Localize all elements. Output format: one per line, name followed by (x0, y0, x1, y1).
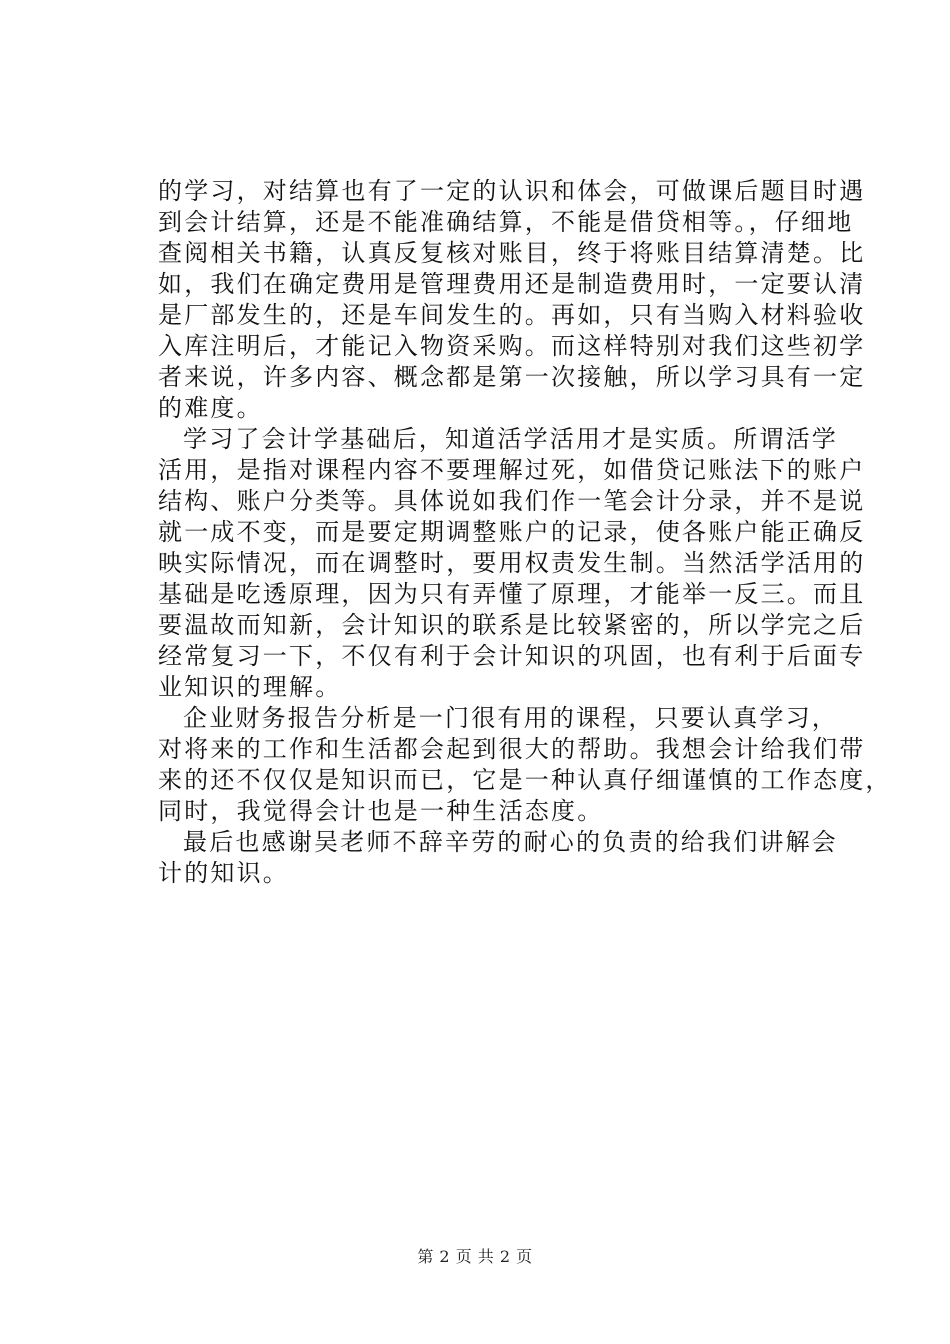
text-line: 的难度。 (158, 394, 263, 422)
text-line: 就一成不变，而是要定期调整账户的记录，使各账户能正确反 (158, 518, 866, 546)
text-line: 结构、账户分类等。具体说如我们作一笔会计分录，并不是说 (158, 487, 866, 515)
text-line: 基础是吃透原理，因为只有弄懂了原理，才能举一反三。而且 (158, 580, 866, 608)
page-number-label: 第 2 页 共 2 页 (417, 1247, 533, 1266)
paragraph-start-line: 学习了会计学基础后，知道活学活用才是实质。所谓活学 (183, 425, 838, 453)
text-line: 对将来的工作和生活都会起到很大的帮助。我想会计给我们带 (158, 735, 866, 763)
paragraph-start-line: 企业财务报告分析是一门很有用的课程，只要认真学习， (183, 704, 838, 732)
text-line: 映实际情况，而在调整时，要用权责发生制。当然活学活用的 (158, 549, 866, 577)
text-line: 入库注明后，才能记入物资采购。而这样特别对我们这些初学 (158, 332, 866, 360)
text-line: 要温故而知新，会计知识的联系是比较紧密的，所以学完之后 (158, 611, 866, 639)
text-line: 的学习，对结算也有了一定的认识和体会，可做课后题目时遇 (158, 177, 866, 205)
text-line: 业知识的理解。 (158, 673, 342, 701)
text-line: 查阅相关书籍，认真反复核对账目，终于将账目结算清楚。比 (158, 239, 866, 267)
text-line: 来的还不仅仅是知识而已，它是一种认真仔细谨慎的工作态度， (158, 766, 892, 794)
text-line: 到会计结算，还是不能准确结算，不能是借贷相等。，仔细地 (158, 208, 854, 236)
text-line: 是厂部发生的，还是车间发生的。再如，只有当购入材料验收 (158, 301, 866, 329)
text-line: 如，我们在确定费用是管理费用还是制造费用时，一定要认清 (158, 270, 866, 298)
text-line: 经常复习一下，不仅有利于会计知识的巩固，也有利于后面专 (158, 642, 866, 670)
text-line: 同时，我觉得会计也是一种生活态度。 (158, 797, 604, 825)
page-footer (0, 1244, 950, 1267)
paragraph-start-line: 最后也感谢吴老师不辞辛劳的耐心的负责的给我们讲解会 (183, 828, 838, 856)
text-line: 者来说，许多内容、概念都是第一次接触，所以学习具有一定 (158, 363, 866, 391)
text-line: 活用，是指对课程内容不要理解过死，如借贷记账法下的账户 (158, 456, 866, 484)
text-line: 计的知识。 (158, 859, 289, 887)
body-text (158, 176, 892, 889)
